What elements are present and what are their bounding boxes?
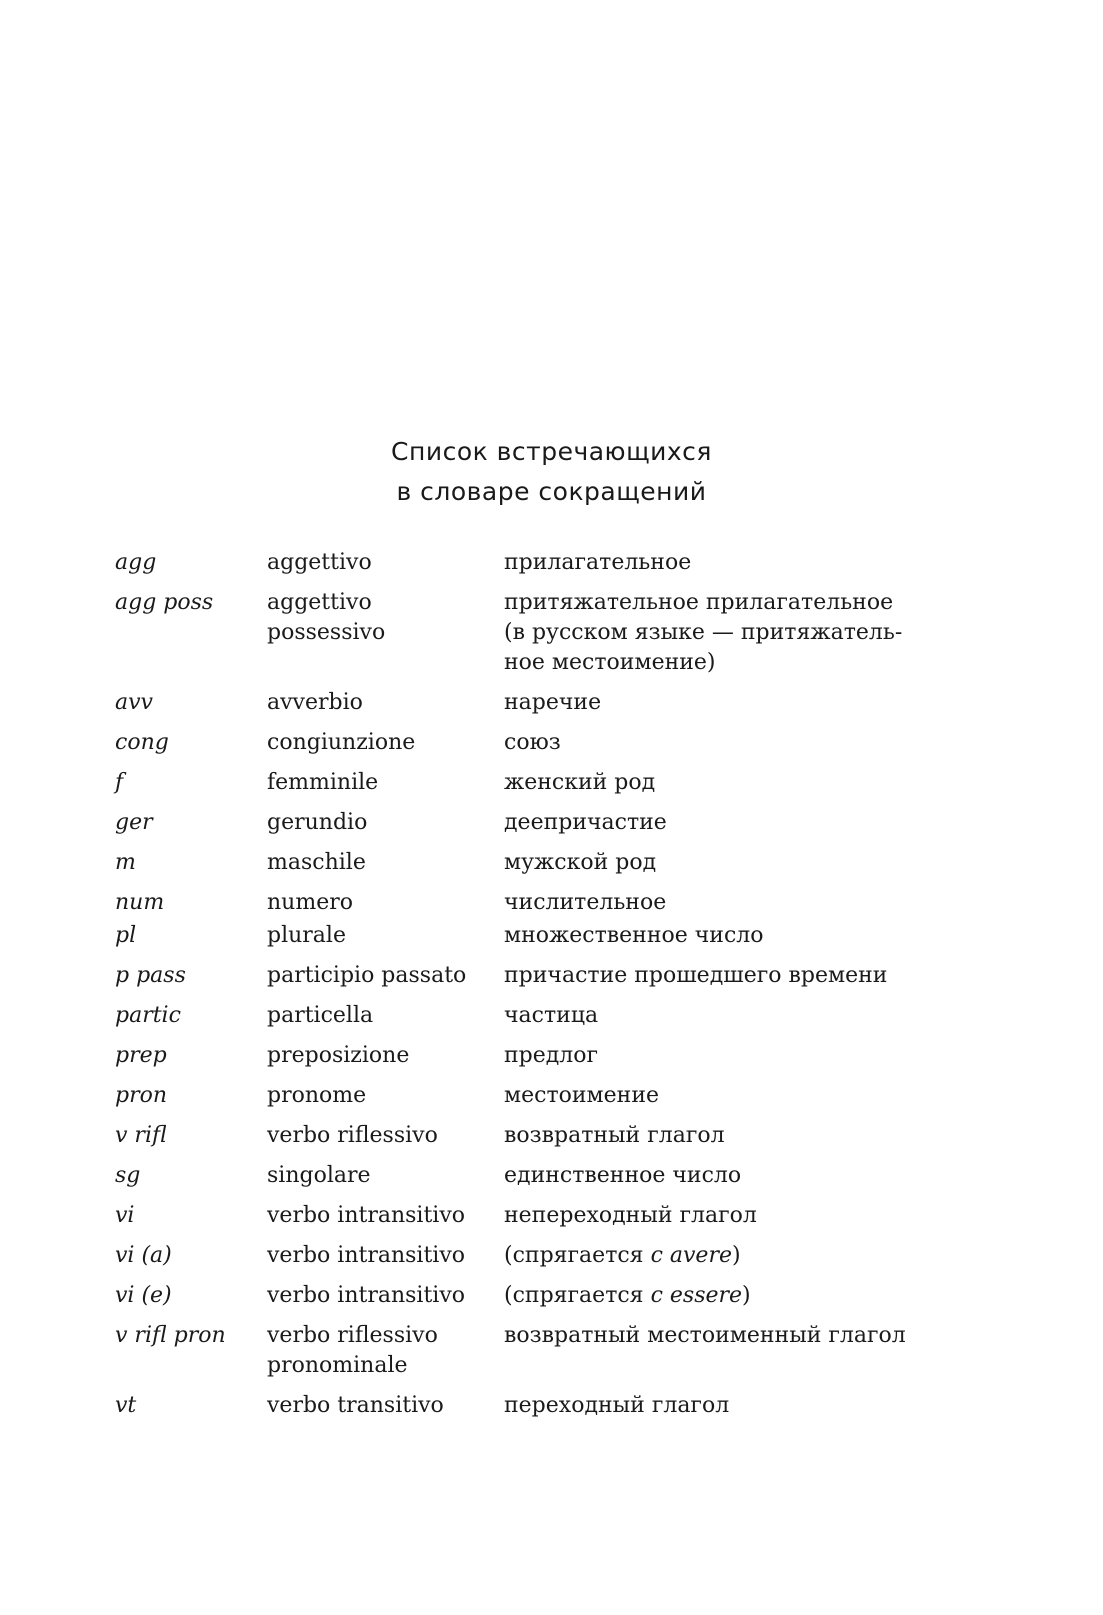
table-row (115, 1321, 995, 1381)
abbreviation: partic (115, 1003, 181, 1028)
abbreviation: pl (115, 923, 137, 948)
russian-translation: прилагательное (504, 550, 692, 575)
russian-translation: (спрягается с avere) (504, 1243, 741, 1268)
italian-term: verbo intransitivo (267, 1283, 466, 1308)
italian-term: gerundio (267, 810, 368, 835)
table-row (115, 1001, 995, 1031)
table-row (115, 1161, 995, 1191)
abbreviation: v rifl (115, 1123, 167, 1148)
title-line-1: Список встречающихся (391, 437, 712, 466)
italian-term: numero (267, 890, 353, 915)
abbreviation: sg (115, 1163, 141, 1188)
table-row (115, 1241, 995, 1271)
abbreviation: vi (e) (115, 1283, 172, 1308)
italian-term: plurale (267, 923, 346, 948)
table-row (115, 1081, 995, 1111)
italian-term: aggettivo possessivo (267, 590, 386, 645)
abbreviations-table (115, 548, 995, 1431)
russian-translation: наречие (504, 690, 602, 715)
italian-term: verbo intransitivo (267, 1243, 466, 1268)
russian-translation: причастие прошедшего времени (504, 963, 888, 988)
russian-translation: непереходный глагол (504, 1203, 757, 1228)
italian-term: maschile (267, 850, 366, 875)
abbreviation: agg poss (115, 590, 214, 615)
abbreviation: num (115, 890, 165, 915)
russian-translation: женский род (504, 770, 656, 795)
italian-term: pronome (267, 1083, 367, 1108)
table-row (115, 1391, 995, 1421)
table-row (115, 921, 995, 951)
table-row (115, 548, 995, 578)
abbreviation: f (115, 770, 124, 795)
abbreviation: agg (115, 550, 157, 575)
russian-translation: притяжательное прилагательное (в русском языке — притяжатель- ное местоимение) (504, 590, 903, 675)
abbreviation: ger (115, 810, 153, 835)
russian-translation: (спрягается с essere) (504, 1283, 751, 1308)
russian-translation: мужской род (504, 850, 657, 875)
abbreviation: p pass (115, 963, 186, 988)
russian-translation: числительное (504, 890, 667, 915)
table-row (115, 728, 995, 758)
abbreviation: avv (115, 690, 153, 715)
abbreviation: vt (115, 1393, 137, 1418)
table-row (115, 768, 995, 798)
russian-translation: переходный глагол (504, 1393, 730, 1418)
table-row (115, 588, 995, 678)
abbreviation: vi (a) (115, 1243, 172, 1268)
table-row (115, 848, 995, 878)
russian-translation: деепричастие (504, 810, 667, 835)
italian-term: femminile (267, 770, 379, 795)
table-row (115, 1201, 995, 1231)
italian-term: singolare (267, 1163, 371, 1188)
italian-term: verbo transitivo (267, 1393, 444, 1418)
table-row (115, 888, 995, 918)
table-row (115, 1121, 995, 1151)
italian-term: aggettivo (267, 550, 372, 575)
table-row (115, 808, 995, 838)
russian-translation: единственное число (504, 1163, 742, 1188)
abbreviation: pron (115, 1083, 168, 1108)
russian-translation: возвратный глагол (504, 1123, 725, 1148)
italian-term: verbo riflessivo pronominale (267, 1323, 438, 1378)
italian-term: verbo riflessivo (267, 1123, 438, 1148)
abbreviation: m (115, 850, 136, 875)
table-row (115, 961, 995, 991)
table-row (115, 688, 995, 718)
table-row (115, 1041, 995, 1071)
italian-term: particella (267, 1003, 374, 1028)
abbreviation: v rifl pron (115, 1323, 226, 1348)
table-row (115, 1281, 995, 1311)
russian-translation: возвратный местоименный глагол (504, 1323, 906, 1348)
russian-translation: множественное число (504, 923, 764, 948)
italian-term: congiunzione (267, 730, 416, 755)
russian-translation: предлог (504, 1043, 599, 1068)
italian-term: participio passato (267, 963, 467, 988)
page-title (0, 432, 1103, 512)
abbreviation: vi (115, 1203, 135, 1228)
russian-translation: частица (504, 1003, 599, 1028)
title-line-2: в словаре сокращений (396, 477, 707, 506)
abbreviation: prep (115, 1043, 167, 1068)
italian-term: preposizione (267, 1043, 410, 1068)
italian-term: verbo intransitivo (267, 1203, 466, 1228)
abbreviation: cong (115, 730, 169, 755)
russian-translation: местоимение (504, 1083, 660, 1108)
russian-translation: союз (504, 730, 561, 755)
italian-term: avverbio (267, 690, 363, 715)
